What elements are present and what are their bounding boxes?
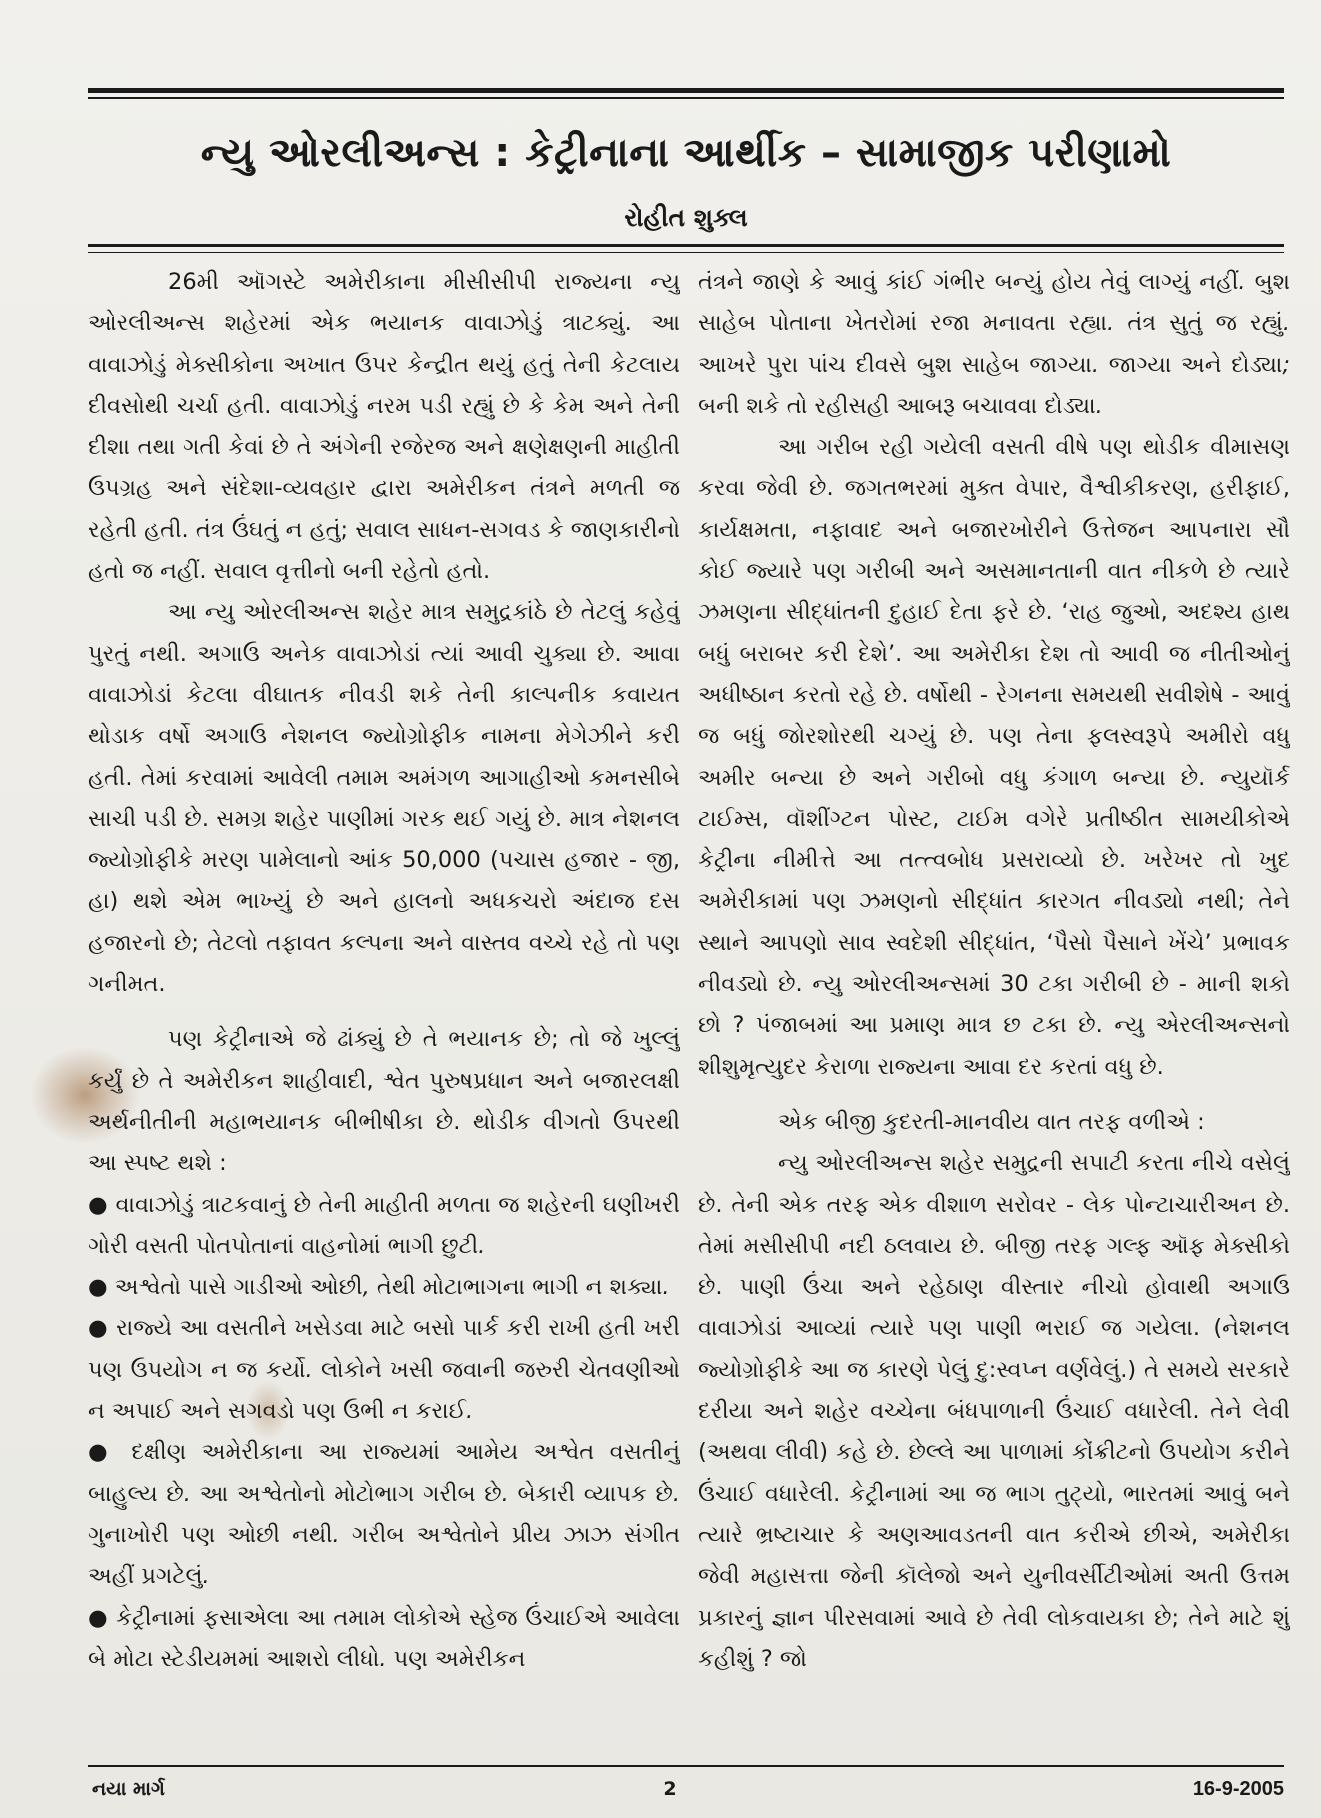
- bullet-item: ● રાજ્યે આ વસતીને ખસેડવા માટે બસો પાર્ક કરી રાખી હતી ખરી પણ ઉપયોગ ન જ કર્યો. લોકોને ખસી જવાની જરુરી ચેતવણીઓ ન અપાઈ અને સગવડો પણ ઉભી ન કરાઈ.: [88, 1308, 680, 1432]
- issue-date: 16-9-2005: [1192, 1778, 1284, 1800]
- paragraph-gap: [88, 1005, 680, 1019]
- paragraph: એક બીજી કુદરતી-માનવીય વાત તરફ વળીએ :: [778, 1108, 1205, 1135]
- header-rule-thick: [88, 244, 1284, 247]
- paragraph: 26મી ઑગસ્ટે અમેરીકાના મીસીસીપી રાજ્યના ન્યુ ઓરલીઅન્સ શહેરમાં એક ભયાનક વાવાઝોડું ત્રાટક્યું. આ વાવાઝોડું મેક્સીકોના અખાત ઉપર કેન્દ્રીત થયું હતું તેની કેટલાય દીવસોથી ચર્ચા હતી. વાવાઝોડું નરમ પડી રહ્યું છે કે કેમ અને તેની દીશા તથા ગતી કેવાં છે તે અંગેની રજેરજ અને ક્ષણેક્ષણની માહીતી ઉપગ્રહ અને સંદેશા-વ્યવહાર દ્વારા અમેરીકન તંત્રને મળતી જ રહેતી હતી. તંત્ર ઉંઘતું ન હતું; સવાલ સાધન-સગવડ કે જાણકારીનો હતો જ નહીં. સવાલ વૃત્તીનો બની રહેતો હતો.: [88, 269, 680, 585]
- top-rule-thick: [88, 88, 1284, 93]
- bullet-item: ● કેટ્રીનામાં ફસાએલા આ તમામ લોકોએ સ્હેજ ઉંચાઈએ આવેલા બે મોટા સ્ટેડીયમમાં આશરો લીધો. પણ અમેરીકન: [88, 1598, 680, 1681]
- author-byline: રોહીત શુક્લ: [624, 203, 748, 232]
- bullet-item: ● વાવાઝોડું ત્રાટકવાનું છે તેની માહીતી મળતા જ શહેરની ઘણીખરી ગોરી વસતી પોતપોતાનાં વાહનોમાં ભાગી છુટી.: [88, 1185, 680, 1268]
- paragraph-gap: [698, 1088, 1290, 1102]
- bullet-item: ● દક્ષીણ અમેરીકાના આ રાજ્યમાં આમેય અશ્વેત વસતીનું બાહુલ્ય છે. આ અશ્વેતોનો મોટોભાગ ગરીબ છે. બેકારી વ્યાપક છે. ગુનાખોરી પણ ઓછી નથી. ગરીબ અશ્વેતોને પ્રીય ઝાઝ સંગીત અહીં પ્રગટેલું.: [88, 1432, 680, 1597]
- footer-rule: [88, 1765, 1284, 1767]
- paragraph: તંત્રને જાણે કે આવું કાંઈ ગંભીર બન્યું હોય તેવું લાગ્યું નહીં. બુશ સાહેબ પોતાના ખેતરોમાં રજા મનાવતા રહ્યા. તંત્ર સુતું જ રહ્યું. આખરે પુરા પાંચ દીવસે બુશ સાહેબ જાગ્યા. જાગ્યા અને દોડ્યા; બની શકે તો રહીસહી આબરૂ બચાવવા દોડ્યા.: [698, 269, 1290, 419]
- header-rule-thin: [88, 252, 1284, 253]
- article-title: ન્યુ ઓરલીઅન્સ : કેટ્રીનાના આર્થીક – સામાજીક પરીણામો: [200, 130, 1172, 176]
- paragraph: આ ગરીબ રહી ગયેલી વસતી વીષે પણ થોડીક વીમાસણ કરવા જેવી છે. જગતભરમાં મુક્ત વેપાર, વૈશ્વીકીકરણ, હરીફાઈ, કાર્યક્ષમતા, નફાવાદ અને બજારખોરીને ઉત્તેજન આપનારા સૌ કોઈ જ્યારે પણ ગરીબી અને અસમાનતાની વાત નીકળે છે ત્યારે ઝમણના સીદ્ધાંતની દુહાઈ દેતા ફરે છે. ‘રાહ જુઓ, અદશ્ય હાથ બધું બરાબર કરી દેશે’. આ અમેરીકા દેશ તો આવી જ નીતીઓનું અધીષ્ઠાન કરતો રહે છે. વર્ષોથી - રેગનના સમયથી સવીશેષે - આવું જ બધું જોરશોરથી ચગ્યું છે. પણ તેના ફલસ્વરૂપે અમીરો વધુ અમીર બન્યા છે અને ગરીબો વધુ કંગાળ બન્યા છે. ન્યુયૉર્ક ટાઈમ્સ, વૉશીંગ્ટન પોસ્ટ, ટાઈમ વગેરે પ્રતીષ્ઠીત સામયીકોએ કેટ્રીના નીમીત્તે આ તત્ત્વબોધ પ્રસરાવ્યો છે. ખરેખર તો ખુદ અમેરીકામાં પણ ઝમણનો સીદ્ધાંત કારગત નીવડ્યો નથી; તેને સ્થાને આપણો સાવ સ્વદેશી સીદ્ધાંત, ‘પૈસો પૈસાને ખેંચે’ પ્રભાવક નીવડ્યો છે. ન્યુ ઓરલીઅન્સમાં 30 ટકા ગરીબી છે - માની શકો છો ? પંજાબમાં આ પ્રમાણ માત્ર છ ટકા છે. ન્યુ એરલીઅન્સનો શીશુમૃત્યુદર કેરાળા રાજ્યના આવા દર કરતાં વધુ છે.: [698, 434, 1290, 1080]
- bullet-item: ● અશ્વેતો પાસે ગાડીઓ ઓછી, તેથી મોટાભાગના ભાગી ન શક્યા.: [88, 1267, 680, 1308]
- paragraph: આ ન્યુ ઓરલીઅન્સ શહેર માત્ર સમુદ્રકાંઠે છે તેટલું કહેવું પુરતું નથી. અગાઉ અનેક વાવાઝોડાં ત્યાં આવી ચુક્યા છે. આવા વાવાઝોડાં કેટલા વીઘાતક નીવડી શકે તેની કાલ્પનીક કવાયત થોડાક વર્ષો અગાઉ નેશનલ જ્યોગ્રોફીક નામના મેગેઝીને કરી હતી. તેમાં કરવામાં આવેલી તમામ અમંગળ આગાહીઓ કમનસીબે સાચી પડી છે. સમગ્ર શહેર પાણીમાં ગરક થઈ ગયું છે. માત્ર નેશનલ જ્યોગ્રોફીકે મરણ પામેલાનો આંક 50,000 (પચાસ હજાર - જી, હા) થશે એમ ભાખ્યું છે અને હાલનો અધકચરો અંદાજ દસ હજારનો છે; તેટલો તફાવત કલ્પના અને વાસ્તવ વચ્ચે રહે તો પણ ગનીમત.: [88, 599, 680, 998]
- publication-name: નયા માર્ગ: [92, 1778, 165, 1800]
- top-rule-thin: [88, 97, 1284, 99]
- paragraph: પણ કેટ્રીનાએ જે ઢાંક્યું છે તે ભયાનક છે; તો જે ખુલ્લું કર્યું છે તે અમેરીકન શાહીવાદી, શ્વેત પુરુષપ્રધાન અને બજારલક્ષી અર્થનીતીની મહાભયાનક બીભીષીકા છે. થોડીક વીગતો ઉપરથી આ સ્પષ્ટ થશે :: [88, 1026, 680, 1177]
- page-number: 2: [663, 1778, 677, 1800]
- right-column: [698, 262, 1290, 1752]
- paragraph: ન્યુ ઓરલીઅન્સ શહેર સમુદ્રની સપાટી કરતા નીચે વસેલું છે. તેની એક તરફ એક વીશાળ સરોવર - લેક પોન્ટાચારીઅન છે. તેમાં મસીસીપી નદી ઠલવાય છે. બીજી તરફ ગલ્ફ ઑફ મેક્સીકો છે. પાણી ઉંચા અને રહેઠાણ વીસ્તાર નીચો હોવાથી અગાઉ વાવાઝોડાં આવ્યાં ત્યારે પણ પાણી ભરાઈ જ ગયેલા. (નેશનલ જ્યોગ્રોફીકે આ જ કારણે પેલું દુ:સ્વપ્ન વર્ણવેલું.) તે સમયે સરકારે દરીયા અને શહેર વચ્ચેના બંધપાળાની ઉંચાઈ વધારેલી. તેને લેવી (અથવા લીવી) કહે છે. છેલ્લે આ પાળામાં કોંક્રીટનો ઉપયોગ કરીને ઉંચાઈ વધારેલી. કેટ્રીનામાં આ જ ભાગ તુટ્યો, ભારતમાં આવું બને ત્યારે ભ્રષ્ટાચાર કે અણઆવડતની વાત કરીએ છીએ, અમેરીકા જેવી મહાસત્તા જેની કૉલેજો અને યુનીવર્સીટીઓમાં અતી ઉત્તમ પ્રકારનું જ્ઞાન પીરસવામાં આવે છે તેવી લોકવાયકા છે; તેને માટે શું કહીશું ? જો: [698, 1150, 1290, 1672]
- left-column: [88, 262, 680, 1752]
